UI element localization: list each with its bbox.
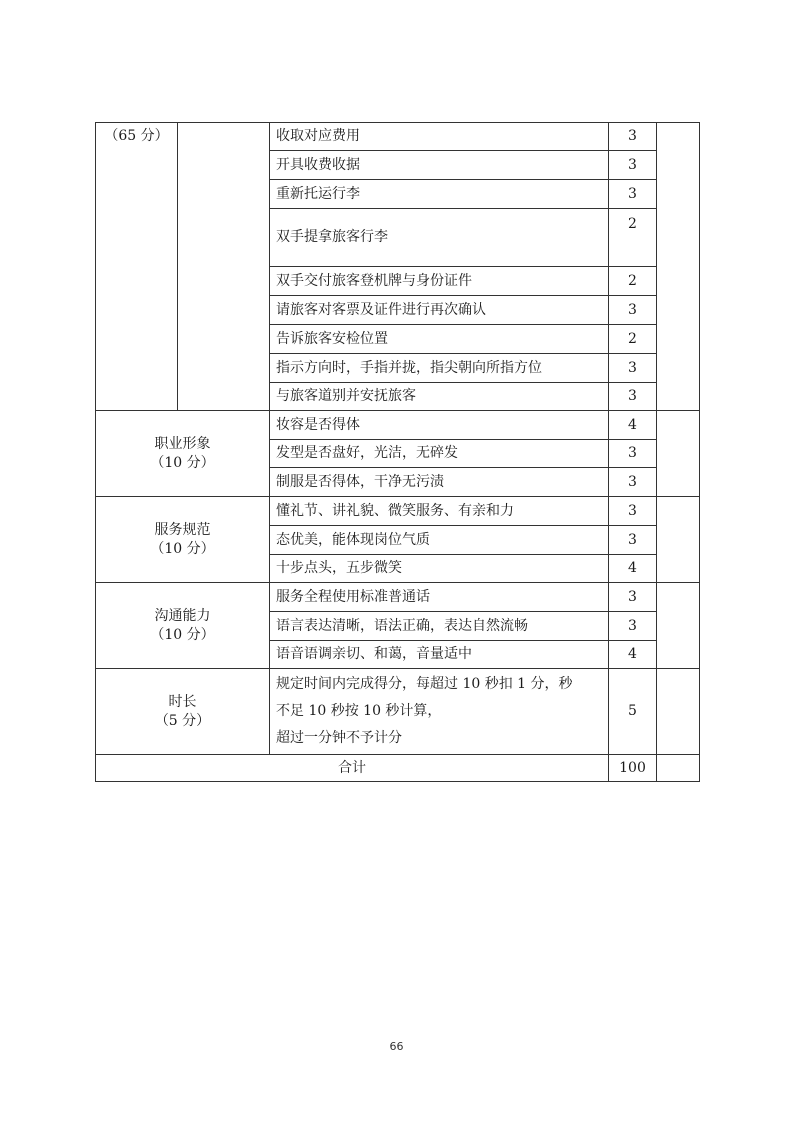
item-text: 告诉旅客安检位置 bbox=[270, 325, 609, 354]
category-name: 沟通能力 bbox=[154, 608, 211, 625]
page-number: 66 bbox=[389, 1040, 404, 1053]
blank-cell bbox=[178, 123, 270, 411]
item-score: 4 bbox=[609, 641, 657, 669]
item-text: 懂礼节、讲礼貌、微笑服务、有亲和力 bbox=[270, 497, 609, 526]
total-score: 100 bbox=[609, 755, 657, 782]
category-cell bbox=[96, 669, 270, 755]
category-points: （10 分） bbox=[150, 454, 215, 471]
item-score: 2 bbox=[609, 267, 657, 296]
item-text: 态优美，能体现岗位气质 bbox=[270, 526, 609, 555]
blank-cell bbox=[657, 123, 700, 411]
blank-cell bbox=[657, 497, 700, 583]
item-score: 3 bbox=[609, 180, 657, 209]
item-text-line: 规定时间内完成得分，每超过 10 秒扣 1 分，秒 bbox=[276, 675, 573, 692]
category-cell bbox=[96, 583, 270, 669]
table-row bbox=[96, 411, 700, 440]
item-text: 与旅客道别并安抚旅客 bbox=[270, 383, 609, 411]
item-score: 3 bbox=[609, 383, 657, 411]
category-points: （65 分） bbox=[96, 123, 178, 411]
item-score: 3 bbox=[609, 354, 657, 383]
item-score: 3 bbox=[609, 583, 657, 612]
table-row bbox=[96, 583, 700, 612]
item-score: 3 bbox=[609, 526, 657, 555]
item-text: 双手提拿旅客行李 bbox=[270, 209, 609, 267]
category-name: 服务规范 bbox=[154, 522, 211, 539]
item-score: 3 bbox=[609, 612, 657, 641]
category-name: 职业形象 bbox=[154, 436, 211, 453]
item-text: 双手交付旅客登机牌与身份证件 bbox=[270, 267, 609, 296]
item-score: 3 bbox=[609, 123, 657, 151]
item-text: 请旅客对客票及证件进行再次确认 bbox=[270, 296, 609, 325]
item-score: 4 bbox=[609, 555, 657, 583]
table-row bbox=[96, 497, 700, 526]
total-label: 合计 bbox=[96, 755, 609, 782]
item-text bbox=[270, 669, 609, 755]
item-score: 3 bbox=[609, 296, 657, 325]
scoring-table bbox=[95, 122, 700, 782]
item-text: 指示方向时，手指并拢，指尖朝向所指方位 bbox=[270, 354, 609, 383]
item-text: 十步点头，五步微笑 bbox=[270, 555, 609, 583]
blank-cell bbox=[657, 583, 700, 669]
item-text: 重新托运行李 bbox=[270, 180, 609, 209]
item-text: 语言表达清晰，语法正确，表达自然流畅 bbox=[270, 612, 609, 641]
category-cell bbox=[96, 497, 270, 583]
table-row bbox=[96, 123, 700, 151]
item-text: 服务全程使用标准普通话 bbox=[270, 583, 609, 612]
item-score: 3 bbox=[609, 468, 657, 497]
item-score: 2 bbox=[609, 209, 657, 267]
item-text: 语音语调亲切、和蔼，音量适中 bbox=[270, 641, 609, 669]
item-score: 3 bbox=[609, 440, 657, 468]
table-row bbox=[96, 669, 700, 755]
item-text-line: 不足 10 秒按 10 秒计算， bbox=[276, 702, 442, 719]
item-text: 收取对应费用 bbox=[270, 123, 609, 151]
item-text: 妆容是否得体 bbox=[270, 411, 609, 440]
blank-cell bbox=[657, 669, 700, 755]
item-text: 开具收费收据 bbox=[270, 151, 609, 180]
item-text: 发型是否盘好，光洁，无碎发 bbox=[270, 440, 609, 468]
category-points: （10 分） bbox=[150, 626, 215, 643]
item-score: 4 bbox=[609, 411, 657, 440]
category-points: （10 分） bbox=[150, 540, 215, 557]
total-row bbox=[96, 755, 700, 782]
category-name: 时长 bbox=[168, 694, 197, 711]
category-cell bbox=[96, 411, 270, 497]
blank-cell bbox=[657, 755, 700, 782]
item-score: 3 bbox=[609, 497, 657, 526]
item-score: 3 bbox=[609, 151, 657, 180]
item-text: 制服是否得体，干净无污渍 bbox=[270, 468, 609, 497]
category-points: （5 分） bbox=[154, 712, 211, 729]
item-text-line: 超过一分钟不予计分 bbox=[276, 730, 402, 747]
item-score: 2 bbox=[609, 325, 657, 354]
item-score: 5 bbox=[609, 669, 657, 755]
blank-cell bbox=[657, 411, 700, 497]
